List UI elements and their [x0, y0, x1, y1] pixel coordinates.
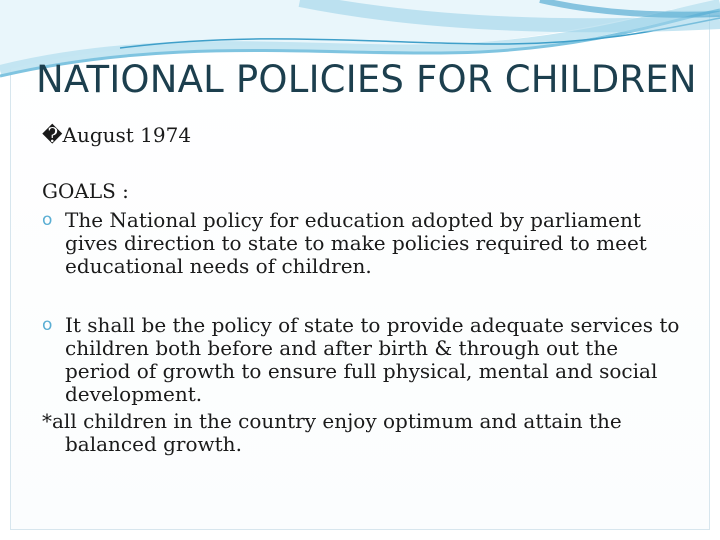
footnote-text: *all children in the country enjoy optimum and attain the balanced growth. — [42, 409, 622, 456]
bullet-circle-icon: o — [42, 315, 53, 335]
goals-heading: GOALS : — [42, 179, 129, 203]
date-line: �August 1974 — [42, 123, 192, 147]
bullet-circle-icon: o — [42, 210, 53, 230]
bullet-text: It shall be the policy of state to provide adequate services to children both before and after birth & through out the period of growth to ensure full physical, mental and social development. — [65, 313, 680, 406]
bullet-text: The National policy for education adopted by parliament gives direction to state to make policies required to meet educational needs of children. — [65, 208, 647, 278]
bullet-item — [42, 314, 682, 406]
slide-title: NATIONAL POLICIES FOR CHILDREN — [36, 58, 697, 101]
bullet-item — [42, 209, 682, 278]
